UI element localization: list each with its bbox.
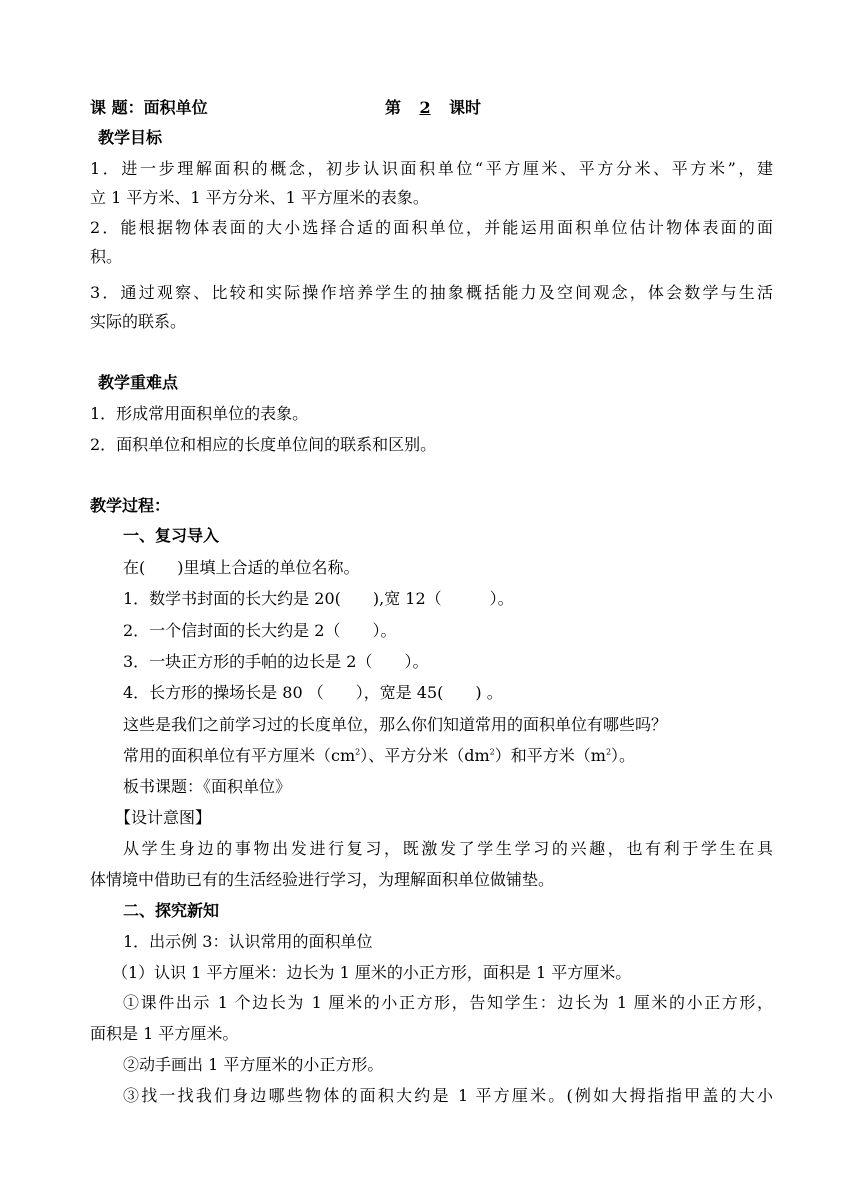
section1-title: 一、复习导入 xyxy=(123,526,220,545)
objective-line: 3．通过观察、比较和实际操作培养学生的抽象概括能力及空间观念，体会数学与生活 xyxy=(90,283,773,302)
lesson-suffix: 课时 xyxy=(449,98,482,117)
superscript: 2 xyxy=(605,747,612,757)
keypoint-line: 2．面积单位和相应的长度单位间的联系和区别。 xyxy=(90,435,437,454)
units-text-part: ）。 xyxy=(611,746,636,765)
lesson-period xyxy=(385,96,481,120)
design-label: 【设计意图】 xyxy=(115,808,212,827)
lesson-subject: 课 题：面积单位 xyxy=(90,98,208,117)
units-text-part: ）、平方分米（dm xyxy=(360,746,490,765)
lesson-prefix: 第 xyxy=(385,98,402,117)
units-text-part: 常用的面积单位有平方厘米（cm xyxy=(123,746,356,765)
step-line: ③找一找我们身边哪些物体的面积大约是 1 平方厘米。(例如大拇指指甲盖的大小 xyxy=(123,1086,773,1105)
superscript: 2 xyxy=(489,747,495,757)
step-line: ①课件出示 1 个边长为 1 厘米的小正方形，告知学生：边长为 1 厘米的小正方形， xyxy=(123,993,773,1012)
objective-line: 实际的联系。 xyxy=(90,312,187,331)
step-line: 面积是 1 平方厘米。 xyxy=(90,1024,239,1043)
review-question: 2．一个信封面的长大约是 2（ ）。 xyxy=(123,621,397,640)
design-line: 从学生身边的事物出发进行复习，既激发了学生学习的兴趣，也有利于学生在具 xyxy=(123,839,773,858)
review-question: 1．数学书封面的长大约是 20( ),宽 12（ ）。 xyxy=(123,589,514,608)
objective-line: 1．进一步理解面积的概念，初步认识面积单位“平方厘米、平方分米、平方米”，建 xyxy=(90,159,773,178)
question-text: 这些是我们之前学习过的长度单位，那么你们知道常用的面积单位有哪些吗？ xyxy=(123,715,668,734)
objective-line: 立 1 平方米、1 平方分米、1 平方厘米的表象。 xyxy=(90,188,429,207)
board-title: 板书课题：《面积单位》 xyxy=(123,777,292,796)
keypoints-heading: 教学重难点 xyxy=(98,373,179,392)
lesson-number: 2 xyxy=(419,98,431,117)
units-text-part: ）和平方米（m xyxy=(494,746,606,765)
section1-intro: 在( )里填上合适的单位名称。 xyxy=(123,558,360,577)
process-heading: 教学过程： xyxy=(90,496,171,515)
objectives-heading: 教学目标 xyxy=(98,128,163,147)
objective-line: 积。 xyxy=(90,247,123,266)
design-line: 体情境中借助已有的生活经验进行学习，为理解面积单位做铺垫。 xyxy=(90,870,555,889)
keypoint-line: 1．形成常用面积单位的表象。 xyxy=(90,404,309,423)
units-text xyxy=(123,744,635,768)
section2-title: 二、探究新知 xyxy=(123,901,220,920)
sub-item: （1）认识 1 平方厘米：边长为 1 厘米的小正方形，面积是 1 平方厘米。 xyxy=(112,963,632,982)
example-line: 1．出示例 3：认识常用的面积单位 xyxy=(123,932,373,951)
objective-line: 2．能根据物体表面的大小选择合适的面积单位，并能运用面积单位估计物体表面的面 xyxy=(90,218,773,237)
review-question: 3．一块正方形的手帕的边长是 2（ ）。 xyxy=(123,652,429,671)
review-question: 4．长方形的操场长是 80 （ ），宽是 45( ) 。 xyxy=(123,683,503,702)
superscript: 2 xyxy=(355,747,361,757)
step-line: ②动手画出 1 平方厘米的小正方形。 xyxy=(123,1055,384,1074)
